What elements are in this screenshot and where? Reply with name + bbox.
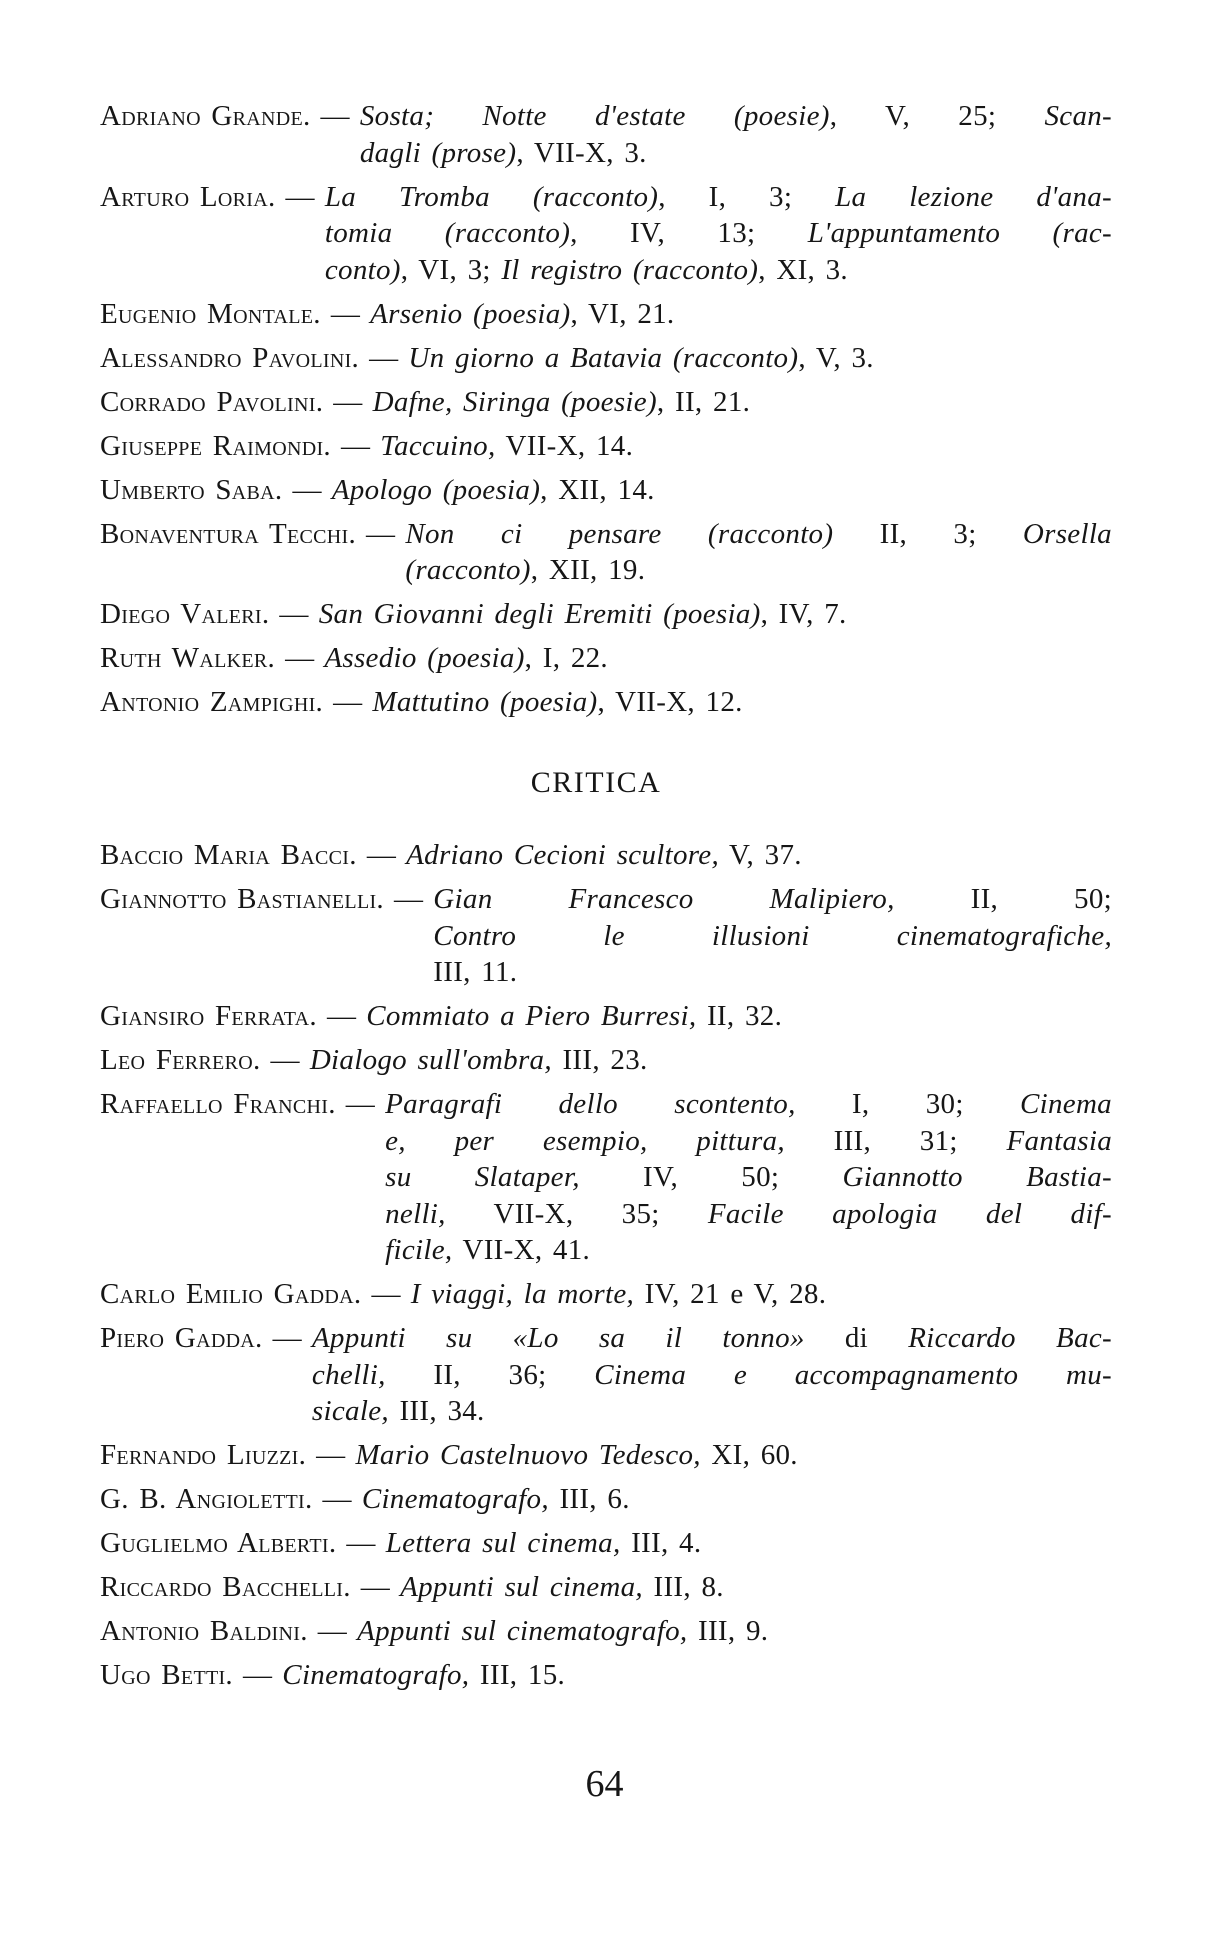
works-list (319, 596, 1112, 633)
issue-reference: , I, 3; (658, 180, 836, 213)
works-line (385, 1086, 1112, 1123)
works-line (405, 552, 1112, 589)
issue-reference: , VI, 21. (570, 297, 675, 330)
work-title: Orsella (1022, 517, 1112, 550)
works-line (372, 684, 1112, 721)
em-dash: — (279, 598, 309, 630)
issue-reference: III, 11. (433, 956, 518, 988)
issue-reference: , XII, 19. (530, 554, 646, 586)
works-list (411, 1276, 1112, 1313)
work-title: Fantasia (1006, 1124, 1112, 1157)
issue-reference: di (804, 1322, 909, 1354)
works-list (372, 684, 1112, 721)
issue-reference: , VI, 3; (400, 253, 502, 286)
works-line (312, 1357, 1112, 1394)
index-entry (100, 1569, 1112, 1606)
work-title: Contro le illusioni cinematografiche, (433, 919, 1112, 952)
works-line (312, 1320, 1112, 1357)
index-entry (100, 1481, 1112, 1518)
issue-reference: IV, 50; (579, 1161, 843, 1193)
works-list (405, 516, 1112, 589)
index-entry (100, 179, 1112, 289)
work-title: Appunti sul cinema, (400, 1571, 643, 1603)
index-entry (100, 640, 1112, 677)
work-title: Riccardo Bac- (908, 1322, 1112, 1354)
em-dash: — (330, 297, 361, 330)
work-title: Dialogo sull'ombra, (309, 1044, 552, 1076)
issue-reference: , VII-X, 3. (516, 136, 647, 169)
index-entry (100, 428, 1112, 465)
works-line (310, 1042, 1112, 1079)
issue-reference: , IV, 13; (570, 217, 808, 249)
work-title: tomia (racconto) (324, 217, 571, 249)
em-dash: — (326, 1000, 357, 1032)
author-name: Piero Gadda. (100, 1322, 263, 1354)
author-name: Adriano Grande. (100, 100, 311, 132)
issue-reference: I, 30; (795, 1088, 1020, 1120)
works-line (406, 837, 1112, 874)
author-name: G. B. Angioletti. (100, 1483, 313, 1515)
works-line (324, 640, 1112, 677)
work-title: Apologo (poesia) (331, 473, 541, 506)
em-dash: — (340, 429, 371, 462)
em-dash: — (333, 385, 363, 418)
works-list (324, 640, 1112, 677)
issue-reference: IV, 21 e V, 28. (634, 1278, 827, 1310)
em-dash: — (333, 686, 363, 718)
issue-reference: , V, 3. (798, 341, 874, 374)
index-entry (100, 384, 1112, 421)
works-line (360, 135, 1112, 172)
index-entry (100, 998, 1112, 1035)
issue-reference: , II, 21. (656, 385, 751, 418)
works-line (325, 215, 1112, 252)
works-list (360, 98, 1112, 171)
works-list (406, 837, 1112, 874)
work-title: L'appuntamento (rac- (807, 217, 1112, 249)
work-title: Appunti sul cinematografo, (357, 1615, 688, 1647)
issue-reference: , V, 25; (829, 100, 1045, 132)
work-title: Facile apologia del dif- (707, 1197, 1112, 1230)
section-heading: CRITICA (530, 765, 662, 799)
index-entry (100, 1086, 1112, 1269)
work-title: chelli, (311, 1358, 386, 1391)
works-line (433, 954, 1112, 991)
works-list (433, 881, 1112, 991)
index-entry (100, 1437, 1112, 1474)
issue-reference: III, 31; (784, 1124, 1007, 1157)
work-title: Assedio (poesia) (324, 642, 525, 674)
works-list (282, 1657, 1112, 1694)
page-number: 64 (585, 1763, 624, 1805)
works-list (370, 296, 1112, 333)
work-title: (racconto) (405, 554, 531, 586)
issue-reference: VII-X, 35; (445, 1197, 708, 1230)
index-entry (100, 1657, 1112, 1694)
works-line (355, 1437, 1112, 1474)
index-entry (100, 340, 1112, 377)
work-title: Cinema (1019, 1088, 1112, 1120)
em-dash: — (285, 642, 315, 674)
work-title: Gian Francesco Malipiero, (433, 883, 895, 915)
issue-reference: III, 8. (642, 1571, 724, 1603)
works-line (386, 1525, 1112, 1562)
issue-reference: II, 50; (894, 883, 1112, 915)
works-line (366, 998, 1112, 1035)
em-dash: — (316, 1439, 346, 1471)
author-name: Fernando Liuzzi. (100, 1439, 307, 1471)
index-entry (100, 881, 1112, 991)
author-name: Antonio Baldini. (100, 1615, 308, 1647)
issue-reference: , VII-X, 12. (597, 686, 743, 718)
author-name: Leo Ferrero. (100, 1044, 261, 1076)
works-list (357, 1613, 1112, 1650)
work-title: La lezione d'ana- (835, 180, 1112, 213)
work-title: Adriano Cecioni scultore, (406, 839, 720, 871)
works-line (357, 1613, 1112, 1650)
index-entry (100, 98, 1112, 171)
author-name: Eugenio Montale. (100, 297, 321, 330)
author-name: Ruth Walker. (100, 642, 276, 674)
work-title: La Tromba (racconto) (324, 180, 659, 213)
work-title: ficile, (385, 1234, 453, 1266)
author-name: Giansiro Ferrata. (100, 1000, 317, 1032)
em-dash: — (242, 1659, 273, 1691)
issue-reference: III, 6. (548, 1483, 630, 1515)
work-title: dagli (prose) (359, 136, 517, 169)
author-name: Raffaello Franchi. (100, 1088, 336, 1120)
em-dash: — (366, 517, 396, 550)
index-entry (100, 1276, 1112, 1313)
works-line (325, 252, 1112, 289)
em-dash: — (360, 1571, 391, 1603)
issue-reference: III, 34. (388, 1395, 485, 1427)
issue-reference: II, 3; (833, 517, 1023, 550)
author-name: Bonaventura Tecchi. (100, 517, 357, 550)
work-title: Il registro (racconto) (501, 253, 759, 286)
work-title: I viaggi, la morte, (410, 1278, 635, 1310)
works-line (400, 1569, 1112, 1606)
works-line (433, 918, 1112, 955)
works-list (332, 472, 1112, 509)
issue-reference: , I, 22. (524, 642, 608, 674)
author-name: Giannotto Bastianelli. (100, 883, 384, 915)
issue-reference: II, 36; (385, 1358, 595, 1391)
works-list (373, 384, 1112, 421)
author-name: Corrado Pavolini. (100, 385, 324, 418)
works-list (355, 1437, 1112, 1474)
works-list (400, 1569, 1112, 1606)
author-name: Umberto Saba. (100, 473, 283, 506)
work-title: Cinematografo, (361, 1483, 549, 1515)
index-section (100, 765, 1112, 1694)
works-list (362, 1481, 1112, 1518)
works-line (385, 1232, 1112, 1269)
work-title: Giannotto Bastia- (842, 1161, 1112, 1193)
index-entry (100, 1525, 1112, 1562)
author-name: Arturo Loria. (100, 180, 276, 213)
index-entry (100, 837, 1112, 874)
works-line (411, 1276, 1112, 1313)
works-line (325, 179, 1112, 216)
works-list (408, 340, 1112, 377)
work-title: Un giorno a Batavia (racconto) (408, 341, 799, 374)
em-dash: — (270, 1044, 300, 1076)
author-name: Giuseppe Raimondi. (100, 429, 331, 462)
work-title: Appunti su «Lo sa il tonno» (311, 1322, 805, 1354)
work-title: Commiato a Piero Burresi, (366, 1000, 697, 1032)
work-title: e, per esempio, pittura, (385, 1124, 785, 1157)
works-list (366, 998, 1112, 1035)
issue-reference: , IV, 7. (760, 598, 847, 630)
issue-reference: II, 32. (696, 1000, 783, 1032)
work-title: Cinematografo, (282, 1659, 470, 1691)
index-entry (100, 1613, 1112, 1650)
index-entry (100, 472, 1112, 509)
index-section (100, 98, 1112, 721)
em-dash: — (320, 100, 350, 132)
works-line (362, 1481, 1112, 1518)
em-dash: — (322, 1483, 352, 1515)
works-line (385, 1159, 1112, 1196)
works-list (380, 428, 1112, 465)
issue-reference: V, 37. (719, 839, 802, 871)
issue-reference: VII-X, 41. (452, 1234, 591, 1266)
work-title: conto) (324, 253, 401, 286)
work-title: Mattutino (poesia) (372, 686, 598, 718)
works-list (386, 1525, 1112, 1562)
issue-reference: III, 15. (469, 1659, 566, 1691)
works-line (312, 1393, 1112, 1430)
author-name: Riccardo Bacchelli. (100, 1571, 351, 1603)
author-name: Ugo Betti. (100, 1659, 233, 1691)
issue-reference: III, 9. (687, 1615, 769, 1647)
issue-reference: , XII, 14. (540, 473, 655, 506)
author-name: Guglielmo Alberti. (100, 1527, 337, 1559)
index-page (100, 98, 1112, 1701)
em-dash: — (369, 341, 399, 374)
works-line (360, 98, 1112, 135)
em-dash: — (371, 1278, 401, 1310)
works-list (310, 1042, 1112, 1079)
author-name: Diego Valeri. (100, 598, 270, 630)
work-title: Cinema e accompagnamento mu- (594, 1358, 1112, 1391)
work-title: Paragrafi dello scontento, (385, 1088, 796, 1120)
work-title: Dafne, Siringa (poesie) (372, 385, 657, 418)
index-entry (100, 516, 1112, 589)
em-dash: — (292, 473, 322, 506)
work-title: Non ci pensare (racconto) (405, 517, 834, 550)
works-line (385, 1196, 1112, 1233)
index-entry (100, 596, 1112, 633)
author-name: Alessandro Pavolini. (100, 341, 360, 374)
work-title: nelli, (385, 1197, 446, 1230)
work-title: Mario Castelnuovo Tedesco, (355, 1439, 701, 1471)
works-list (312, 1320, 1112, 1430)
works-line (332, 472, 1112, 509)
issue-reference: III, 23. (551, 1044, 648, 1076)
work-title: Lettera sul cinema, (385, 1527, 621, 1559)
work-title: sicale, (311, 1395, 389, 1427)
author-name: Carlo Emilio Gadda. (100, 1278, 362, 1310)
author-name: Baccio Maria Bacci. (100, 839, 357, 871)
works-line (433, 881, 1112, 918)
author-name: Antonio Zampighi. (100, 686, 324, 718)
index-entry (100, 1042, 1112, 1079)
work-title: Scan- (1044, 100, 1112, 132)
index-entry (100, 684, 1112, 721)
work-title: Arsenio (poesia) (370, 297, 571, 330)
em-dash: — (345, 1088, 376, 1120)
em-dash: — (272, 1322, 302, 1354)
em-dash: — (393, 883, 424, 915)
issue-reference: XI, 60. (700, 1439, 798, 1471)
work-title: Taccuino, (380, 429, 496, 462)
em-dash: — (366, 839, 397, 871)
work-title: San Giovanni degli Eremiti (poesia) (318, 598, 761, 630)
works-list (325, 179, 1112, 289)
works-list (385, 1086, 1112, 1269)
issue-reference: , XI, 3. (758, 253, 848, 286)
issue-reference: III, 4. (620, 1527, 702, 1559)
works-line (380, 428, 1112, 465)
em-dash: — (346, 1527, 376, 1559)
em-dash: — (285, 180, 315, 213)
issue-reference: VII-X, 14. (495, 429, 634, 462)
works-line (385, 1123, 1112, 1160)
works-line (373, 384, 1112, 421)
works-line (282, 1657, 1112, 1694)
work-title: su Slataper, (385, 1161, 580, 1193)
works-line (319, 596, 1112, 633)
works-line (408, 340, 1112, 377)
index-entry (100, 1320, 1112, 1430)
index-entry (100, 296, 1112, 333)
work-title: Sosta; Notte d'estate (poesie) (359, 100, 830, 132)
em-dash: — (317, 1615, 348, 1647)
works-line (405, 516, 1112, 553)
works-line (370, 296, 1112, 333)
